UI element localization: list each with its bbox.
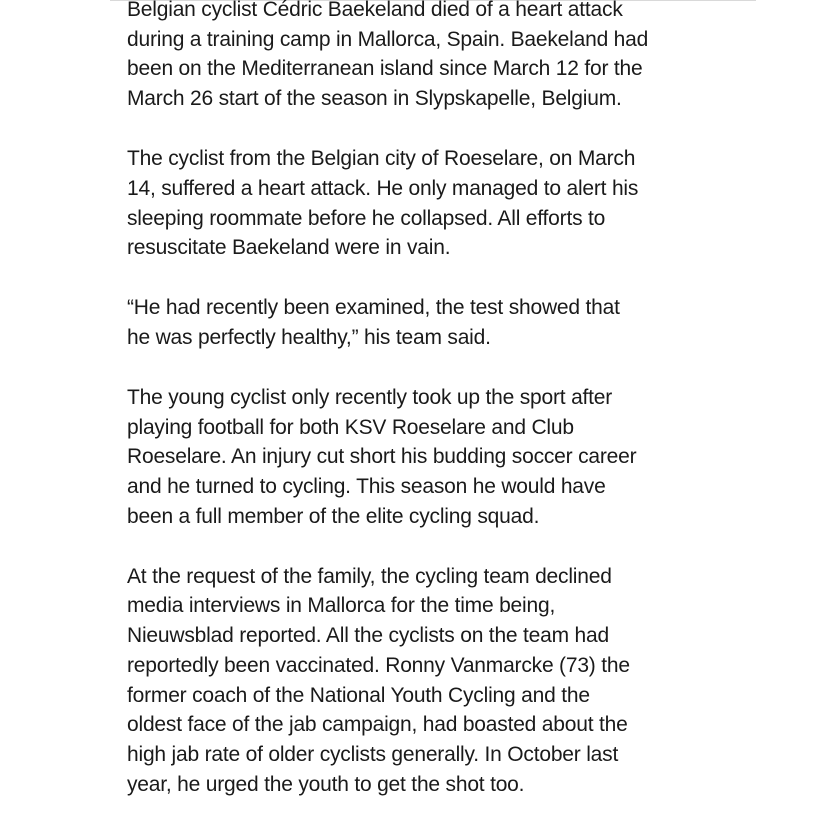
text-line: during a training camp in Mallorca, Spain. Baekeland had	[127, 27, 649, 51]
text-line: Roeselare. An injury cut short his budding soccer career	[127, 445, 637, 469]
text-line: year, he urged the youth to get the shot too.	[127, 772, 525, 796]
text-line: Nieuwsblad reported. All the cyclists on the team had	[127, 624, 609, 648]
paragraph	[127, 0, 713, 114]
paragraph	[127, 562, 713, 800]
text-line: March 26 start of the season in Slypskapelle, Belgium.	[127, 87, 622, 111]
text-line: he was perfectly healthy,” his team said.	[127, 325, 491, 349]
text-line: been a full member of the elite cycling squad.	[127, 504, 540, 528]
text-line: At the request of the family, the cycling team declined	[127, 564, 612, 588]
paragraph	[127, 144, 713, 263]
paragraph	[127, 293, 713, 352]
text-line: “He had recently been examined, the test showed that	[127, 296, 620, 320]
text-line: reportedly been vaccinated. Ronny Vanmarcke (73) the	[127, 653, 630, 677]
text-line: media interviews in Mallorca for the time being,	[127, 594, 556, 618]
text-line: and he turned to cycling. This season he would have	[127, 475, 606, 499]
text-line: former coach of the National Youth Cycling and the	[127, 683, 590, 707]
text-line: The young cyclist only recently took up the sport after	[127, 385, 613, 409]
text-line: sleeping roommate before he collapsed. All efforts to	[127, 206, 606, 230]
text-line: been on the Mediterranean island since March 12 for the	[127, 57, 643, 81]
paragraph	[127, 383, 713, 532]
text-line: 14, suffered a heart attack. He only managed to alert his	[127, 176, 639, 200]
text-line: oldest face of the jab campaign, had boasted about the	[127, 713, 628, 737]
text-line: high jab rate of older cyclists generally. In October last	[127, 742, 619, 766]
text-line: playing football for both KSV Roeselare and Club	[127, 415, 574, 439]
text-line: The cyclist from the Belgian city of Roeselare, on March	[127, 147, 636, 171]
article-body	[127, 0, 713, 799]
text-line: resuscitate Baekeland were in vain.	[127, 236, 451, 260]
text-line: Belgian cyclist Cédric Baekeland died of a heart attack	[127, 0, 623, 21]
